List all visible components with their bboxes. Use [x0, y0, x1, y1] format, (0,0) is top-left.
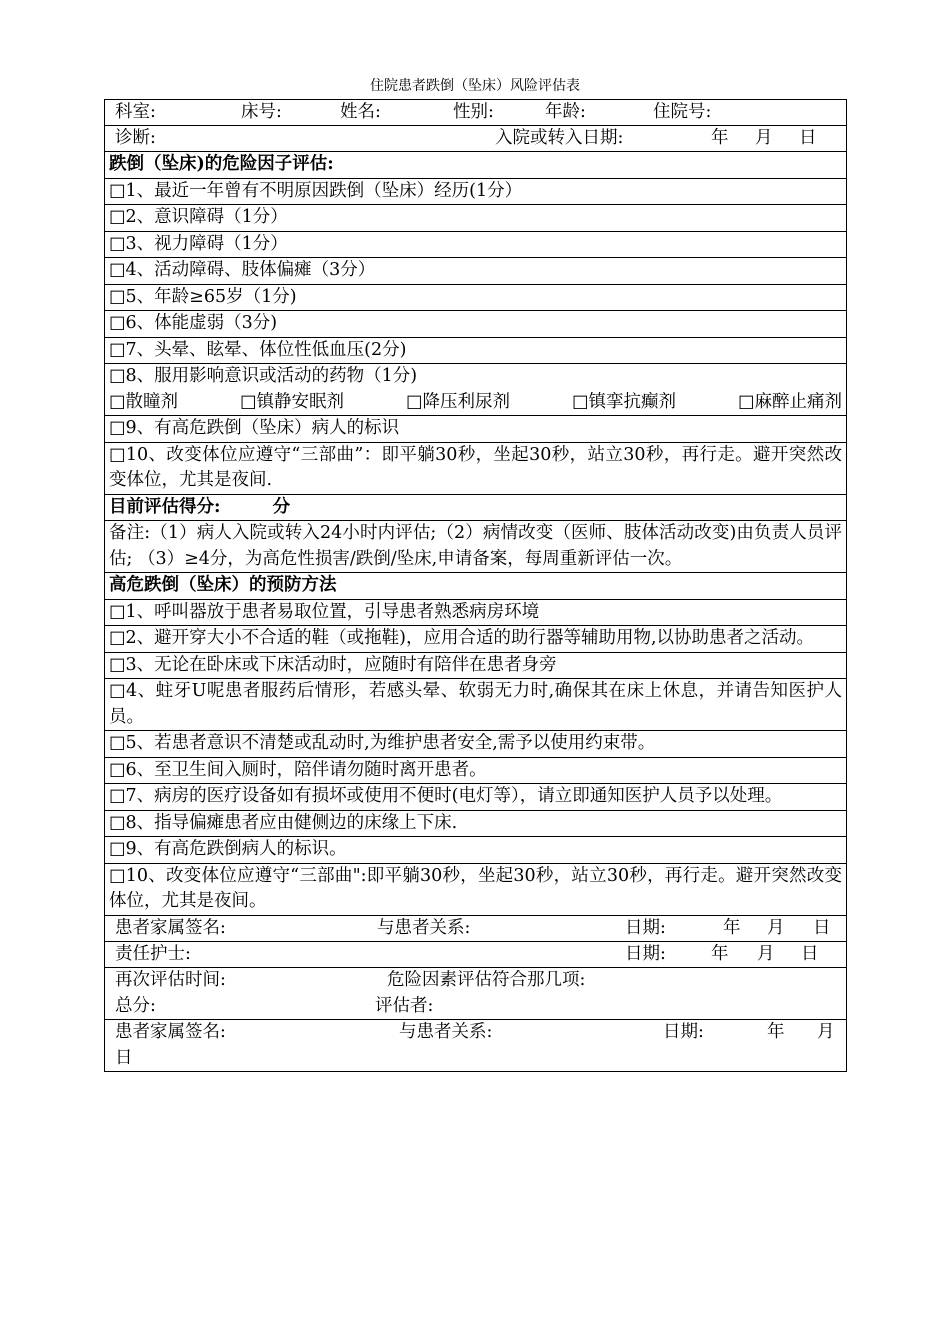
prevention-heading-row	[105, 573, 847, 600]
risk-item-5[interactable]: □5、年龄≥65岁（1分)	[105, 284, 847, 311]
risk-item-2[interactable]: □2、意识障碍（1分）	[105, 205, 847, 232]
risk-item-row	[105, 311, 847, 338]
prevention-item-row	[105, 731, 847, 758]
prevention-heading: 高危跌倒（坠床）的预防方法	[105, 573, 847, 600]
family-sign-label: 患者家属签名:	[115, 917, 226, 938]
day-label: 日	[115, 1047, 133, 1068]
family-sign-row	[105, 915, 847, 941]
assessment-form	[104, 99, 847, 1072]
risk-item-row	[105, 416, 847, 443]
month-label: 月	[755, 128, 773, 148]
risk-item-row	[105, 284, 847, 311]
risk-item-row	[105, 258, 847, 285]
risk-item-1[interactable]: □1、最近一年曾有不明原因跌倒（坠床）经历(1分）	[105, 178, 847, 205]
risk-item-8[interactable]: □8、服用影响意识或活动的药物（1分)	[109, 366, 418, 386]
family-sign-row-2	[105, 1019, 847, 1071]
risk-heading-row	[105, 152, 847, 179]
prevention-item-8[interactable]: □8、指导偏瘫患者应由健侧边的床缘上下床.	[105, 810, 847, 837]
risk-item-row	[105, 442, 847, 494]
day-label: 日	[801, 943, 819, 964]
risk-item-8-row	[105, 364, 847, 416]
risk-item-row	[105, 231, 847, 258]
risk-item-row	[105, 178, 847, 205]
prevention-item-10[interactable]: □10、改变体位应遵守“三部曲":即平躺30秒，坐起30秒，站立30秒，再行走。避开突然改变体位，尤其是夜间。	[105, 863, 847, 915]
drug-options	[109, 390, 842, 416]
risk-heading: 跌倒（坠床)的危险因子评估:	[105, 152, 847, 179]
score-unit: 分	[272, 496, 291, 517]
drug-option-sedative[interactable]: □镇静安眠剂	[239, 391, 345, 412]
page-title: 住院患者跌倒（坠床）风险评估表	[370, 78, 580, 94]
prevention-item-5[interactable]: □5、若患者意识不清楚或乱动时,为维护患者安全,需予以使用约束带。	[105, 731, 847, 758]
year-label: 年	[711, 943, 729, 964]
risk-item-3[interactable]: □3、视力障碍（1分）	[105, 231, 847, 258]
prevention-item-4[interactable]: □4、蛀牙U呢患者服药后情形，若感头晕、软弱无力时,确保其在床上休息，并请告知医护人员。	[105, 679, 847, 731]
prevention-item-row	[105, 599, 847, 626]
prevention-item-6[interactable]: □6、至卫生间入厕时，陪伴请勿随时离开患者。	[105, 757, 847, 784]
relation-label: 与患者关系:	[377, 917, 471, 938]
prevention-item-row	[105, 679, 847, 731]
prevention-item-row	[105, 652, 847, 679]
prevention-item-row	[105, 837, 847, 864]
month-label: 月	[817, 1021, 835, 1042]
risk-item-row	[105, 337, 847, 364]
prevention-item-row	[105, 784, 847, 811]
relation-label: 与患者关系:	[399, 1021, 493, 1042]
day-label: 日	[799, 128, 817, 148]
risk-item-10[interactable]: □10、改变体位应遵守“三部曲”：即平躺30秒，坐起30秒，站立30秒，再行走。避开突然改变体位，尤其是夜间.	[105, 442, 847, 494]
note-row	[105, 521, 847, 573]
risk-item-6[interactable]: □6、体能虚弱（3分)	[105, 311, 847, 338]
prevention-item-row	[105, 810, 847, 837]
sex-label: 性别:	[453, 102, 494, 122]
score-label: 目前评估得分:	[109, 496, 221, 517]
prevention-item-7[interactable]: □7、病房的医疗设备如有损坏或使用不便时(电灯等），请立即通知医护人员予以处理。	[105, 784, 847, 811]
risk-item-9[interactable]: □9、有高危跌倒（坠床）病人的标识	[105, 416, 847, 443]
reassessment-row	[105, 967, 847, 1019]
name-label: 姓名:	[340, 102, 381, 122]
prevention-item-row	[105, 757, 847, 784]
admit-date-label: 入院或转入日期:	[495, 128, 624, 148]
note-text: 备注:（1）病人入院或转入24小时内评估;（2）病情改变（医师、肢体活动改变)由负责人员评估; （3）≥4分，为高危性损害/跌倒/坠床,申请备案，每周重新评估一次。	[105, 521, 847, 573]
nurse-row	[105, 941, 847, 967]
year-label: 年	[711, 128, 729, 148]
drug-option-antiepileptic[interactable]: □镇挛抗癫剂	[571, 391, 676, 412]
drug-option-anesthetic[interactable]: □麻醉止痛剂	[737, 391, 842, 412]
prevention-item-1[interactable]: □1、呼叫器放于患者易取位置，引导患者熟悉病房环境	[105, 599, 847, 626]
prevention-item-row	[105, 863, 847, 915]
prevention-item-3[interactable]: □3、无论在卧床或下床活动时，应随时有陪伴在患者身旁	[105, 652, 847, 679]
drug-option-diuretic[interactable]: □降压利尿剂	[405, 391, 511, 412]
year-label: 年	[723, 917, 741, 938]
hospital-no-label: 住院号:	[653, 102, 712, 122]
risk-item-4[interactable]: □4、活动障碍、肢体偏瘫（3分）	[105, 258, 847, 285]
dept-label: 科室:	[115, 102, 156, 122]
risk-item-7[interactable]: □7、头晕、眩晕、体位性低血压(2分)	[105, 337, 847, 364]
age-label: 年龄:	[545, 102, 586, 122]
day-label: 日	[813, 917, 831, 938]
prevention-item-2[interactable]: □2、避开穿大小不合适的鞋（或拖鞋)，应用合适的助行器等辅助用物,以协助患者之活动。	[105, 626, 847, 653]
risk-item-row	[105, 205, 847, 232]
assessor-label: 评估者:	[375, 995, 434, 1016]
risk-match-label: 危险因素评估符合那几项:	[387, 969, 586, 990]
diagnosis-label: 诊断:	[115, 128, 156, 148]
patient-info-row	[105, 100, 847, 126]
score-row	[105, 494, 847, 521]
reassess-time-label: 再次评估时间:	[115, 969, 226, 990]
date-label: 日期:	[663, 1021, 704, 1042]
drug-option-mydriatic[interactable]: □散瞳剂	[109, 391, 179, 412]
date-label: 日期:	[625, 917, 666, 938]
prevention-item-9[interactable]: □9、有高危跌倒病人的标识。	[105, 837, 847, 864]
month-label: 月	[767, 917, 785, 938]
bed-label: 床号:	[241, 102, 282, 122]
total-label: 总分:	[115, 995, 156, 1016]
prevention-item-row	[105, 626, 847, 653]
year-label: 年	[767, 1021, 785, 1042]
diagnosis-row	[105, 126, 847, 152]
date-label: 日期:	[625, 943, 666, 964]
nurse-label: 责任护士:	[115, 943, 191, 964]
month-label: 月	[757, 943, 775, 964]
family-sign-label: 患者家属签名:	[115, 1021, 226, 1042]
